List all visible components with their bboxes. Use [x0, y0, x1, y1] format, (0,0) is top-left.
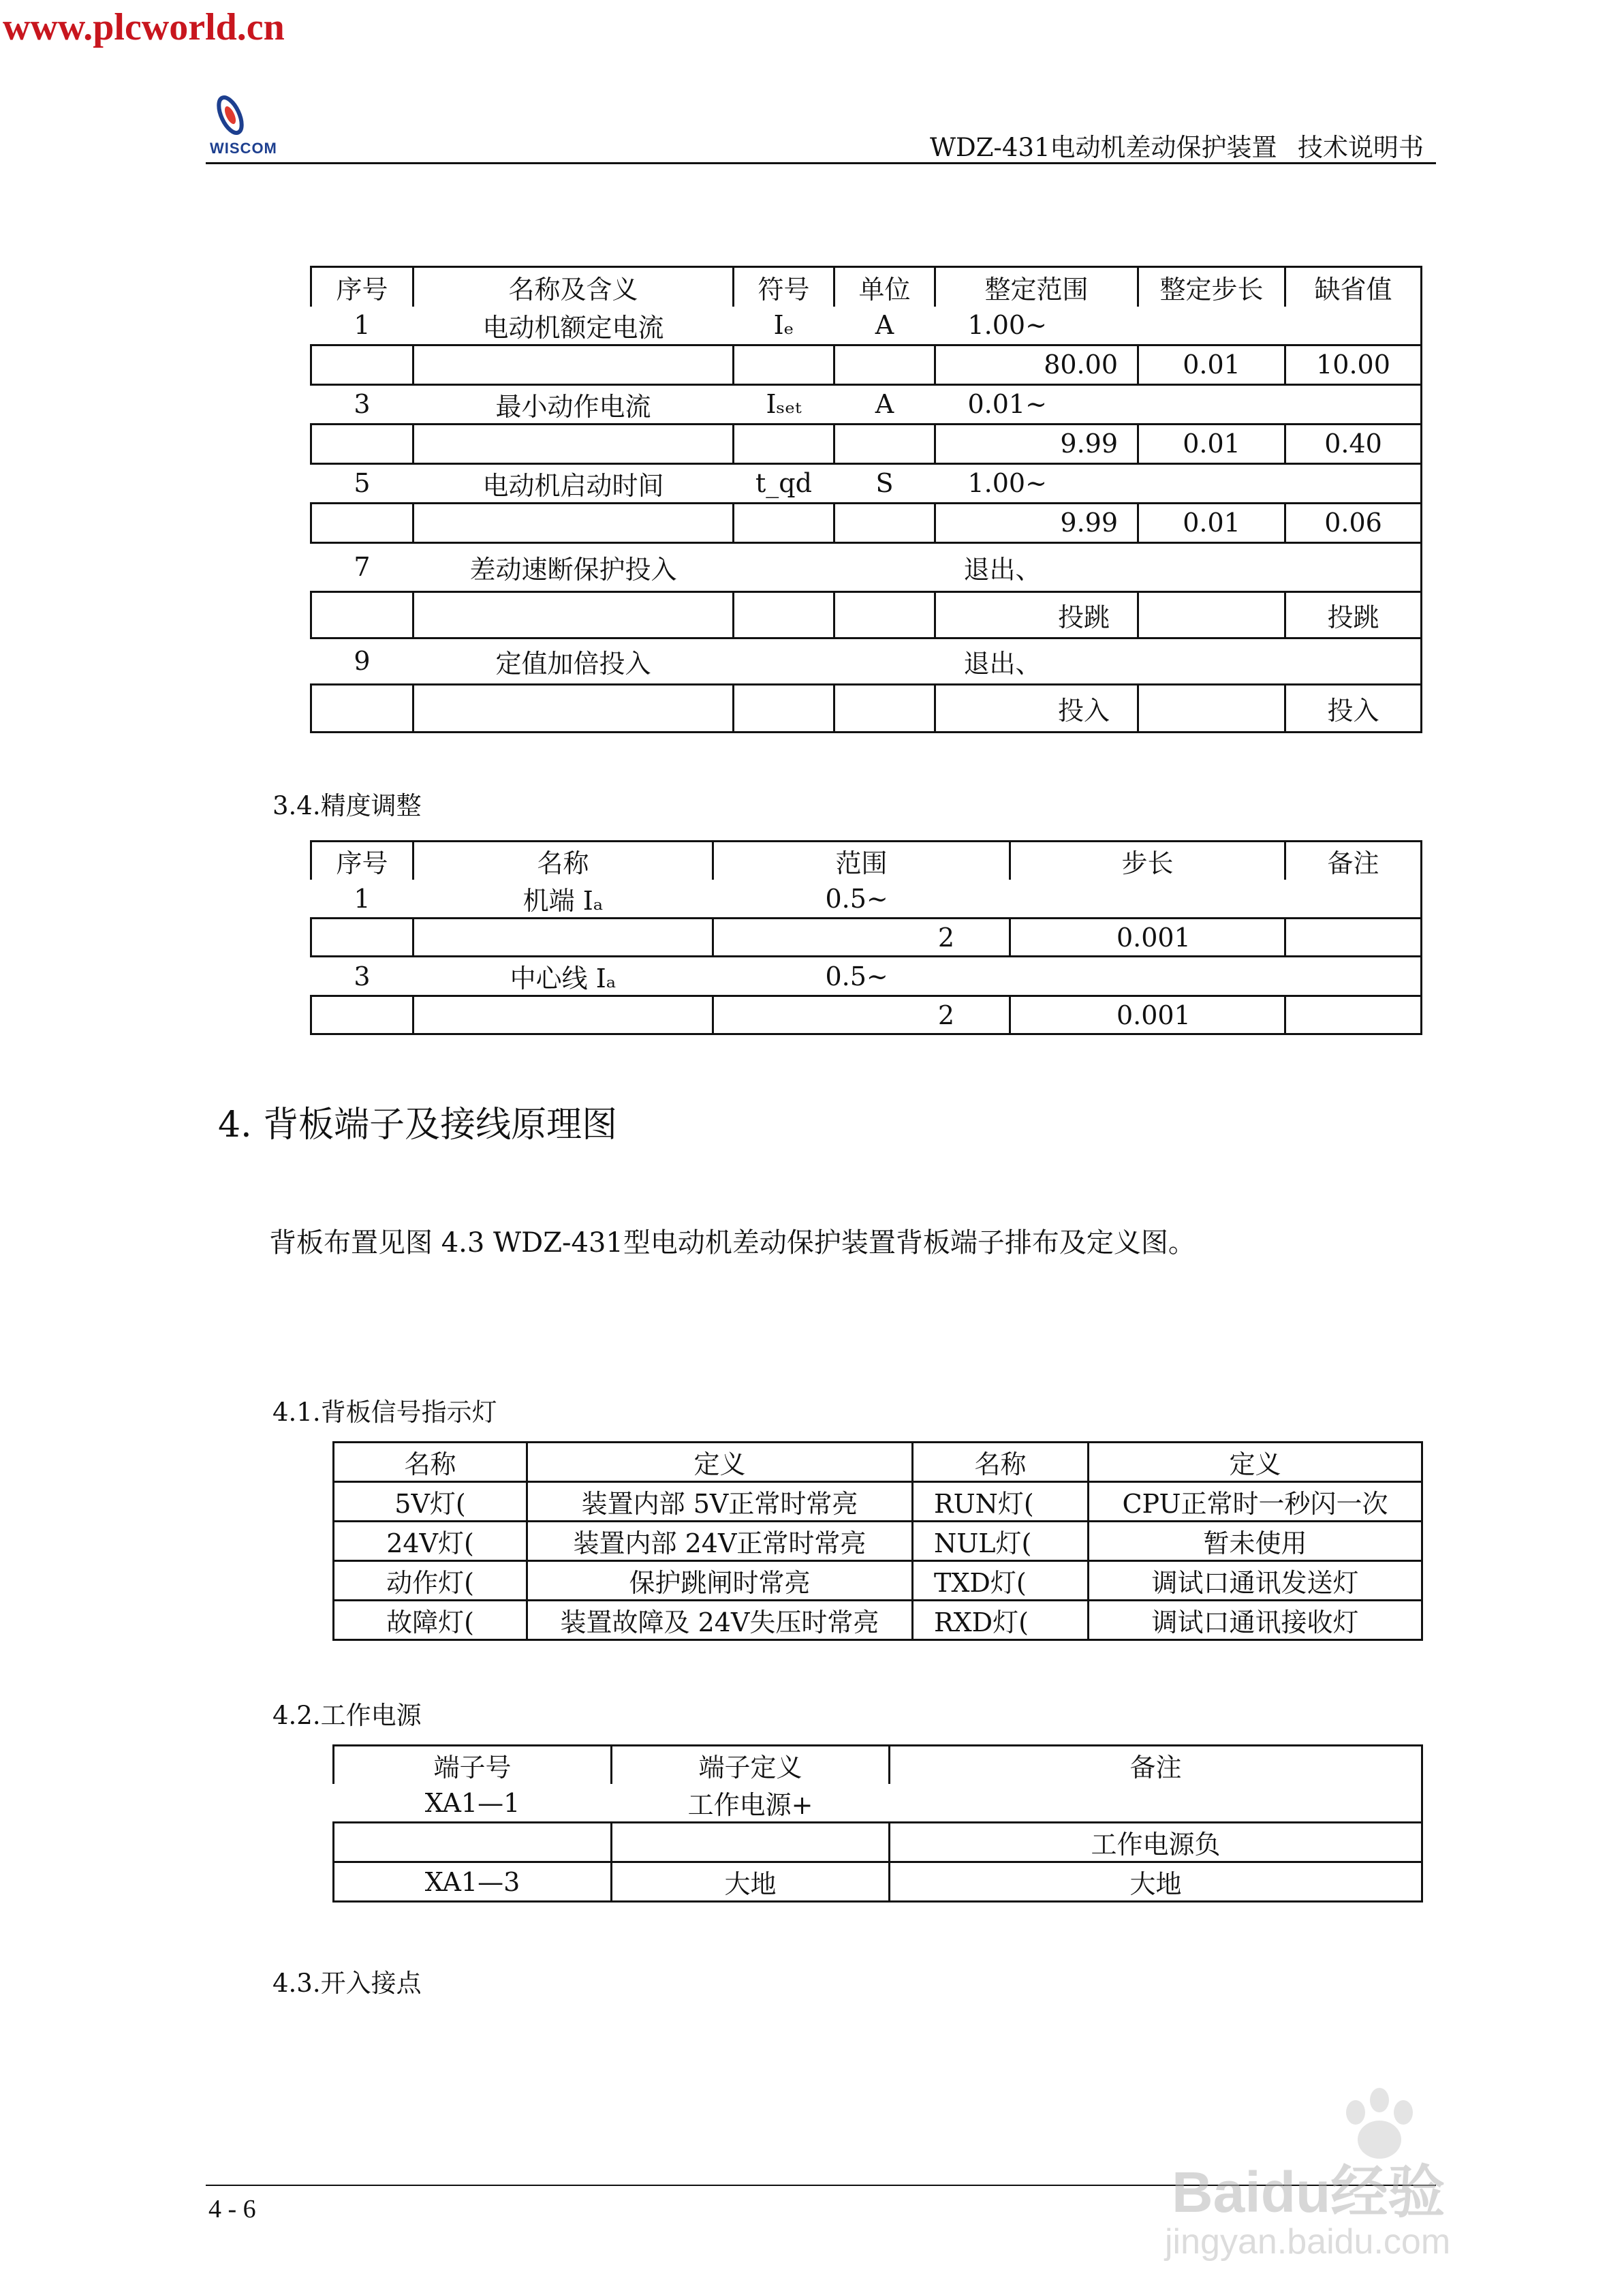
cell-range: 80.00 — [935, 345, 1138, 384]
cell: 保护跳闸时常亮 — [527, 1561, 913, 1601]
cell: CPU正常时一秒闪一次 — [1089, 1482, 1422, 1522]
cell-no: 3 — [354, 389, 371, 419]
header-cell: 名称及含义 — [413, 267, 734, 307]
cell — [311, 919, 413, 957]
cell — [834, 345, 935, 384]
table-row — [311, 424, 1422, 463]
cell-step — [1138, 591, 1285, 638]
cell — [413, 424, 734, 463]
cell-default — [1285, 542, 1422, 591]
section-4-title: 4. 背板端子及接线原理图 — [218, 1105, 618, 1145]
cell-unit: S — [875, 468, 894, 498]
cell-default: 10.00 — [1285, 345, 1422, 384]
table-header-row — [334, 1746, 1422, 1785]
table-row — [311, 591, 1422, 638]
cell-step — [1010, 880, 1285, 919]
cell — [311, 424, 413, 463]
cell-default — [1285, 463, 1422, 503]
header-cell: 整定范围 — [935, 267, 1138, 307]
cell-no: 3 — [354, 961, 371, 991]
header-cell: 定义 — [527, 1443, 913, 1482]
document-title: WDZ-431电动机差动保护装置 — [930, 133, 1277, 162]
cell: TXD灯( — [913, 1561, 1089, 1601]
cell: 工作电源负 — [890, 1823, 1422, 1862]
cell-range: 1.00~ — [967, 310, 1047, 340]
table-row — [334, 1482, 1422, 1522]
cell — [413, 996, 713, 1034]
header-cell: 缺省值 — [1285, 267, 1422, 307]
table-row — [311, 503, 1422, 542]
cell-default: 投跳 — [1285, 591, 1422, 638]
cell — [734, 684, 834, 732]
cell — [890, 1784, 1422, 1823]
cell-range: 2 — [713, 996, 1010, 1034]
header-cell: 序号 — [311, 842, 413, 880]
cell — [413, 345, 734, 384]
section-4-3-label: 4.3.开入接点 — [272, 1969, 422, 1998]
cell-range: 9.99 — [935, 424, 1138, 463]
cell-range: 1.00~ — [967, 468, 1047, 498]
cell-no: 7 — [354, 552, 371, 582]
table-row — [311, 384, 1422, 424]
cell: NUL灯( — [913, 1522, 1089, 1561]
table-header-row — [311, 842, 1422, 880]
table-row — [334, 1522, 1422, 1561]
cell — [334, 1823, 612, 1862]
cell — [734, 345, 834, 384]
cell-unit — [834, 638, 935, 684]
header-cell: 端子定义 — [612, 1746, 890, 1785]
header-cell: 步长 — [1010, 842, 1285, 880]
cell-symbol: Iₛₑₜ — [766, 389, 802, 419]
cell-symbol: Iₑ — [773, 310, 794, 340]
precision-table — [310, 840, 1422, 1035]
header-cell: 备注 — [1285, 842, 1422, 880]
section-4-1-label: 4.1.背板信号指示灯 — [272, 1398, 497, 1427]
cell — [311, 996, 413, 1034]
indicator-table — [332, 1441, 1423, 1641]
cell: XA1—1 — [424, 1787, 520, 1818]
cell — [834, 591, 935, 638]
cell — [734, 591, 834, 638]
cell-default — [1285, 307, 1422, 345]
cell-range: 0.5~ — [825, 883, 888, 914]
cell-default: 0.06 — [1285, 503, 1422, 542]
cell — [734, 503, 834, 542]
cell-range: 投跳 — [935, 591, 1138, 638]
cell-name: 电动机启动时间 — [482, 470, 664, 501]
header-cell: 单位 — [834, 267, 935, 307]
cell — [413, 919, 713, 957]
table-header-row — [334, 1443, 1422, 1482]
cell-step — [1138, 463, 1285, 503]
cell: XA1—3 — [334, 1862, 612, 1902]
cell-no: 5 — [354, 468, 371, 498]
section-4-2-label: 4.2.工作电源 — [272, 1701, 422, 1730]
cell-default: 投入 — [1285, 684, 1422, 732]
header-cell: 范围 — [713, 842, 1010, 880]
cell — [413, 591, 734, 638]
cell — [413, 684, 734, 732]
cell — [311, 503, 413, 542]
cell-range: 0.5~ — [825, 961, 888, 991]
cell-step — [1138, 638, 1285, 684]
cell: 装置内部 5V正常时常亮 — [527, 1482, 913, 1522]
cell-default — [1285, 384, 1422, 424]
cell-name: 电动机额定电流 — [482, 312, 664, 343]
cell-name: 最小动作电流 — [495, 391, 651, 422]
table-row — [311, 957, 1422, 996]
table-row — [334, 1561, 1422, 1601]
cell-note — [1285, 880, 1422, 919]
cell — [734, 424, 834, 463]
header-cell: 定义 — [1089, 1443, 1422, 1482]
table-row — [311, 919, 1422, 957]
cell — [612, 1823, 890, 1862]
cell-step: 0.01 — [1138, 345, 1285, 384]
table-row — [311, 996, 1422, 1034]
cell: 故障灯( — [334, 1601, 527, 1640]
cell: 工作电源+ — [687, 1790, 813, 1820]
header-cell: 整定步长 — [1138, 267, 1285, 307]
site-url[interactable]: www.plcworld.cn — [3, 6, 285, 48]
cell: 大地 — [612, 1862, 890, 1902]
cell: 调试口通讯发送灯 — [1089, 1561, 1422, 1601]
section-4-paragraph: 背板布置见图 4.3 WDZ-431型电动机差动保护装置背板端子排布及定义图。 — [269, 1227, 1196, 1259]
cell: 装置故障及 24V失压时常亮 — [527, 1601, 913, 1640]
cell — [311, 591, 413, 638]
cell-step — [1138, 684, 1285, 732]
cell — [311, 345, 413, 384]
table-row — [311, 880, 1422, 919]
cell-unit: A — [875, 389, 894, 419]
header-cell: 名称 — [913, 1443, 1089, 1482]
cell-step — [1138, 542, 1285, 591]
cell — [834, 424, 935, 463]
cell-range: 9.99 — [935, 503, 1138, 542]
cell-unit: A — [875, 310, 894, 340]
document-subtitle: 技术说明书 — [1298, 133, 1424, 162]
cell: RXD灯( — [913, 1601, 1089, 1640]
cell: 装置内部 24V正常时常亮 — [527, 1522, 913, 1561]
cell: 5V灯( — [334, 1482, 527, 1522]
watermark-brand: Baidu经验 — [1172, 2160, 1446, 2224]
cell: 调试口通讯接收灯 — [1089, 1601, 1422, 1640]
cell-step — [1010, 957, 1285, 996]
cell-symbol — [734, 638, 834, 684]
header-cell: 序号 — [311, 267, 413, 307]
table-row — [334, 1823, 1422, 1862]
cell-no: 9 — [354, 646, 371, 676]
cell-step: 0.01 — [1138, 503, 1285, 542]
baidu-watermark — [1151, 2085, 1533, 2262]
cell-step — [1138, 384, 1285, 424]
table-row — [334, 1601, 1422, 1640]
cell: 大地 — [890, 1862, 1422, 1902]
cell: 24V灯( — [334, 1522, 527, 1561]
cell-range: 退出、 — [963, 648, 1042, 679]
cell-no: 1 — [354, 883, 371, 914]
cell-step: 0.001 — [1010, 996, 1285, 1034]
cell-no: 1 — [354, 310, 371, 340]
table-row — [311, 307, 1422, 345]
table-row — [311, 638, 1422, 684]
table-row — [311, 463, 1422, 503]
table-header-row — [311, 267, 1422, 307]
table-row — [311, 345, 1422, 384]
cell-step — [1138, 307, 1285, 345]
header-cell: 符号 — [734, 267, 834, 307]
cell: 暂未使用 — [1089, 1522, 1422, 1561]
cell-step: 0.001 — [1010, 919, 1285, 957]
header-cell: 名称 — [413, 842, 713, 880]
table-row — [334, 1862, 1422, 1902]
cell-name: 定值加倍投入 — [495, 648, 651, 679]
section-3-4-label: 3.4.精度调整 — [272, 791, 422, 820]
cell-name: 差动速断保护投入 — [469, 554, 677, 585]
cell: 动作灯( — [334, 1561, 527, 1601]
page-number: 4 - 6 — [208, 2195, 256, 2223]
header-rule — [206, 162, 1436, 164]
cell-symbol: t_qd — [755, 468, 812, 498]
wiscom-logo-icon — [204, 92, 259, 140]
cell-range: 退出、 — [963, 554, 1042, 585]
settings-table — [310, 266, 1422, 733]
cell-range: 0.01~ — [967, 389, 1047, 419]
cell — [413, 503, 734, 542]
cell-note — [1285, 919, 1422, 957]
cell-note — [1285, 996, 1422, 1034]
cell — [834, 684, 935, 732]
table-row — [311, 684, 1422, 732]
header-cell: 备注 — [890, 1746, 1422, 1785]
cell-default — [1285, 638, 1422, 684]
cell — [311, 684, 413, 732]
header-cell: 端子号 — [334, 1746, 612, 1785]
cell-unit — [834, 542, 935, 591]
cell-range: 投入 — [935, 684, 1138, 732]
cell — [834, 503, 935, 542]
header-cell: 名称 — [334, 1443, 527, 1482]
cell-name: 中心线 Iₐ — [510, 964, 616, 994]
cell-note — [1285, 957, 1422, 996]
table-row — [334, 1784, 1422, 1823]
cell-name: 机端 Iₐ — [522, 886, 604, 916]
cell-step: 0.01 — [1138, 424, 1285, 463]
cell-default: 0.40 — [1285, 424, 1422, 463]
power-table — [332, 1744, 1423, 1903]
watermark-url: jingyan.baidu.com — [1165, 2222, 1451, 2262]
cell-range: 2 — [713, 919, 1010, 957]
logo-text: WISCOM — [210, 140, 277, 157]
table-row — [311, 542, 1422, 591]
cell: RUN灯( — [913, 1482, 1089, 1522]
cell-symbol — [734, 542, 834, 591]
company-logo — [204, 92, 279, 167]
